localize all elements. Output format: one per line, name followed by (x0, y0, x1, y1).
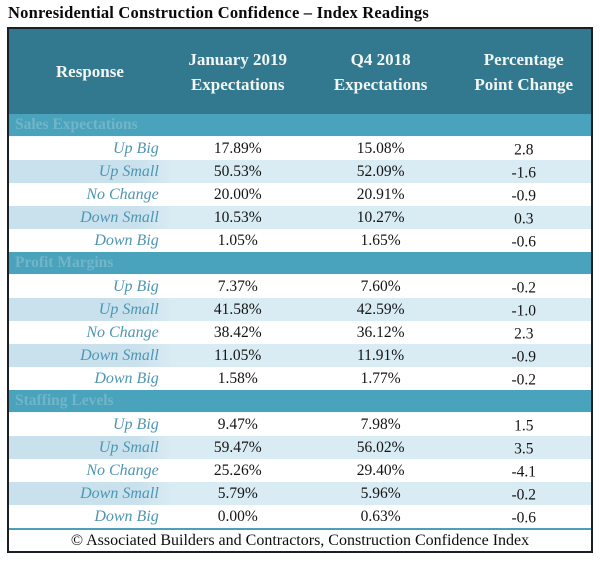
jan-2019-value: 1.58% (217, 369, 258, 387)
section-header-staffing-levels (9, 390, 591, 413)
jan-2019-value: 59.47% (213, 438, 262, 456)
column-header-line: Expectations (190, 74, 285, 94)
change-value: -0.6 (511, 509, 537, 526)
jan-2019-value: 11.05% (214, 346, 262, 364)
column-header-line: Response (55, 62, 124, 81)
column-header-line: Q4 2018 (350, 49, 411, 69)
response-label: No Change (86, 461, 159, 479)
table-row (9, 459, 591, 482)
jan-2019-value: 38.42% (213, 323, 262, 341)
change-value: 3.5 (514, 440, 534, 457)
jan-2019-value: 0.00% (217, 507, 258, 525)
response-label: Up Big (113, 277, 159, 295)
column-header-line: Expectations (333, 74, 428, 94)
q4-2018-value: 52.09% (356, 162, 405, 180)
jan-2019-value: 10.53% (213, 208, 262, 226)
change-value: -0.2 (511, 371, 537, 388)
table-header-row (9, 29, 591, 114)
q4-2018-value: 36.12% (356, 323, 405, 341)
response-label: Down Small (9, 206, 171, 229)
q4-2018-value: 56.02% (356, 438, 405, 456)
q4-2018-value: 42.59% (356, 300, 405, 318)
q4-2018-value: 1.65% (360, 231, 401, 249)
q4-2018-value: 5.96% (360, 484, 401, 502)
table-row (9, 321, 591, 344)
response-label: Down Big (94, 231, 159, 249)
table-row (9, 298, 591, 321)
change-value: -0.9 (511, 187, 537, 204)
response-label: Down Small (9, 482, 171, 505)
column-header-line: Percentage (483, 49, 564, 69)
table-row (9, 206, 591, 229)
section-header-sales-expectations (9, 114, 591, 137)
table-row (9, 137, 591, 160)
change-value: 2.3 (514, 325, 534, 342)
response-label: No Change (86, 323, 159, 341)
q4-2018-value: 7.60% (360, 277, 401, 295)
footer-attribution-text: © Associated Builders and Contractors, Construction Confidence Index (70, 532, 530, 549)
change-value: 0.3 (514, 210, 534, 227)
section-title: Sales Expectations (15, 116, 138, 133)
column-header-percentage-point-change (457, 47, 591, 97)
table-footer (9, 528, 591, 551)
response-label: Up Small (9, 436, 171, 459)
response-label: Down Small (9, 344, 171, 367)
jan-2019-value: 1.05% (217, 231, 258, 249)
confidence-index-table (7, 27, 593, 553)
table-row (9, 413, 591, 436)
column-header-q4-2018-expectations (305, 47, 457, 97)
q4-2018-value: 10.27% (356, 208, 405, 226)
change-value: 1.5 (514, 417, 534, 434)
jan-2019-value: 25.26% (213, 461, 262, 479)
response-label: Down Big (94, 507, 159, 525)
column-header-line: Point Change (474, 74, 574, 94)
change-value: -0.2 (511, 486, 537, 503)
table-row (9, 505, 591, 528)
section-title: Staffing Levels (15, 392, 114, 409)
jan-2019-value: 9.47% (217, 415, 258, 433)
change-value: -0.9 (511, 348, 537, 365)
table-row (9, 160, 591, 183)
q4-2018-value: 20.91% (356, 185, 405, 203)
q4-2018-value: 7.98% (360, 415, 401, 433)
change-value: -0.6 (511, 233, 537, 250)
response-label: Up Small (9, 298, 171, 321)
q4-2018-value: 29.40% (356, 461, 405, 479)
section-title: Profit Margins (15, 254, 114, 271)
table-row (9, 275, 591, 298)
section-header-profit-margins (9, 252, 591, 275)
q4-2018-value: 0.63% (360, 507, 401, 525)
q4-2018-value: 1.77% (360, 369, 401, 387)
response-label: Up Small (9, 160, 171, 183)
change-value: 2.8 (514, 141, 534, 158)
jan-2019-value: 17.89% (213, 139, 262, 157)
column-header-response (9, 59, 171, 84)
change-value: -1.0 (511, 302, 537, 319)
q4-2018-value: 11.91% (356, 346, 405, 364)
change-value: -0.2 (511, 279, 537, 296)
page-title: Nonresidential Construction Confidence – Index Readings (8, 3, 429, 22)
change-value: -4.1 (511, 463, 537, 480)
jan-2019-value: 41.58% (213, 300, 262, 318)
table-row (9, 229, 591, 252)
q4-2018-value: 15.08% (356, 139, 405, 157)
change-value: -1.6 (511, 164, 537, 181)
jan-2019-value: 7.37% (217, 277, 258, 295)
table-body (9, 114, 591, 528)
jan-2019-value: 20.00% (213, 185, 262, 203)
table-row (9, 344, 591, 367)
response-label: Up Big (113, 415, 159, 433)
response-label: Up Big (113, 139, 159, 157)
column-header-line: January 2019 (188, 49, 288, 69)
table-row (9, 482, 591, 505)
column-header-jan-2019-expectations (171, 47, 305, 97)
response-label: No Change (86, 185, 159, 203)
table-row (9, 183, 591, 206)
table-row (9, 436, 591, 459)
response-label: Down Big (94, 369, 159, 387)
jan-2019-value: 5.79% (217, 484, 258, 502)
jan-2019-value: 50.53% (213, 162, 262, 180)
table-row (9, 367, 591, 390)
